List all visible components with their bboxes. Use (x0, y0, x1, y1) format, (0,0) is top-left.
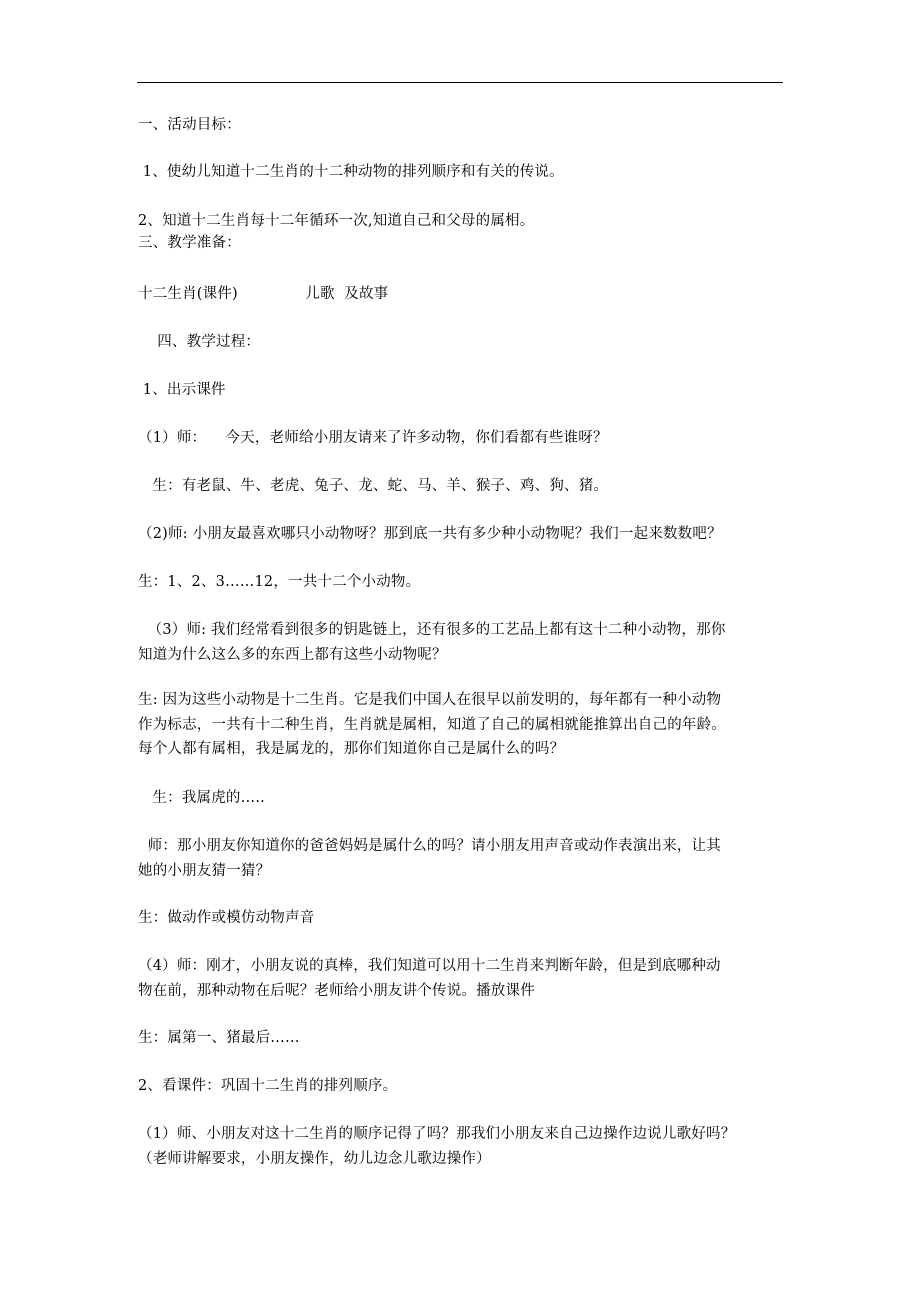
paragraph-goal-2: 2、知道十二生肖每十二年循环一次,知道自己和父母的属相。 (138, 213, 535, 229)
paragraph-student-4: 生：我属虎的….. (138, 790, 265, 806)
section-heading-preparation: 三、教学准备： (138, 235, 241, 251)
paragraph-materials: 十二生肖(课件) 儿歌 及故事 (138, 286, 389, 302)
paragraph-teacher-5-line-1: （4）师：刚才，小朋友说的真棒，我们知道可以用十二生肖来判断年龄，但是到底哪种动 (138, 958, 721, 974)
header-rule (137, 82, 783, 83)
paragraph-teacher-1: （1）师： 今天，老师给小朋友请来了许多动物，你们看都有些谁呀？ (138, 430, 608, 446)
paragraph-teacher-4-line-2: 她的小朋友猜一猜？ (138, 863, 271, 879)
paragraph-teacher-6-line-2: （老师讲解要求，小朋友操作，幼儿边念儿歌边操作） (138, 1151, 491, 1167)
paragraph-student-3-line-3: 每个人都有属相，我是属龙的，那你们知道你自己是属什么的吗？ (138, 741, 565, 757)
paragraph-teacher-4-line-1: 师：那小朋友你知道你的爸爸妈妈是属什么的吗？请小朋友用声音或动作表演出来，让其 (138, 838, 721, 854)
paragraph-step-1: 1、出示课件 (138, 382, 226, 398)
paragraph-student-2: 生：1、2、3……12，一共十二个小动物。 (138, 574, 421, 590)
paragraph-student-5: 生：做动作或模仿动物声音 (138, 910, 315, 926)
paragraph-teacher-5-line-2: 物在前，那种动物在后呢？老师给小朋友讲个传说。播放课件 (138, 983, 535, 999)
paragraph-teacher-6-line-1: （1）师、小朋友对这十二生肖的顺序记得了吗？那我们小朋友来自己边操作边说儿歌好吗？ (138, 1126, 736, 1142)
section-heading-process: 四、教学过程： (138, 334, 261, 350)
paragraph-goal-1: 1、使幼儿知道十二生肖的十二种动物的排列顺序和有关的传说。 (138, 164, 564, 180)
paragraph-student-3-line-2: 作为标志，一共有十二种生肖，生肖就是属相，知道了自己的属相就能推算出自己的年龄。 (138, 717, 726, 733)
paragraph-step-2: 2、看课件：巩固十二生肖的排列顺序。 (138, 1078, 398, 1094)
paragraph-teacher-2: （2)师: 小朋友最喜欢哪只小动物呀？那到底一共有多少种小动物呢？我们一起来数数吧？ (138, 526, 722, 542)
paragraph-student-6: 生：属第一、猪最后…… (138, 1030, 300, 1046)
paragraph-student-3-line-1: 生: 因为这些小动物是十二生肖。它是我们中国人在很早以前发明的，每年都有一种小动物 (138, 692, 722, 708)
paragraph-teacher-3-line-1: （3）师: 我们经常看到很多的钥匙链上，还有很多的工艺品上都有这十二种小动物，那你 (138, 622, 726, 638)
paragraph-student-1: 生：有老鼠、牛、老虎、兔子、龙、蛇、马、羊、猴子、鸡、狗、猪。 (138, 478, 609, 494)
section-heading-goals: 一、活动目标： (138, 117, 241, 133)
paragraph-teacher-3-line-2: 知道为什么这么多的东西上都有这些小动物呢？ (138, 647, 447, 663)
